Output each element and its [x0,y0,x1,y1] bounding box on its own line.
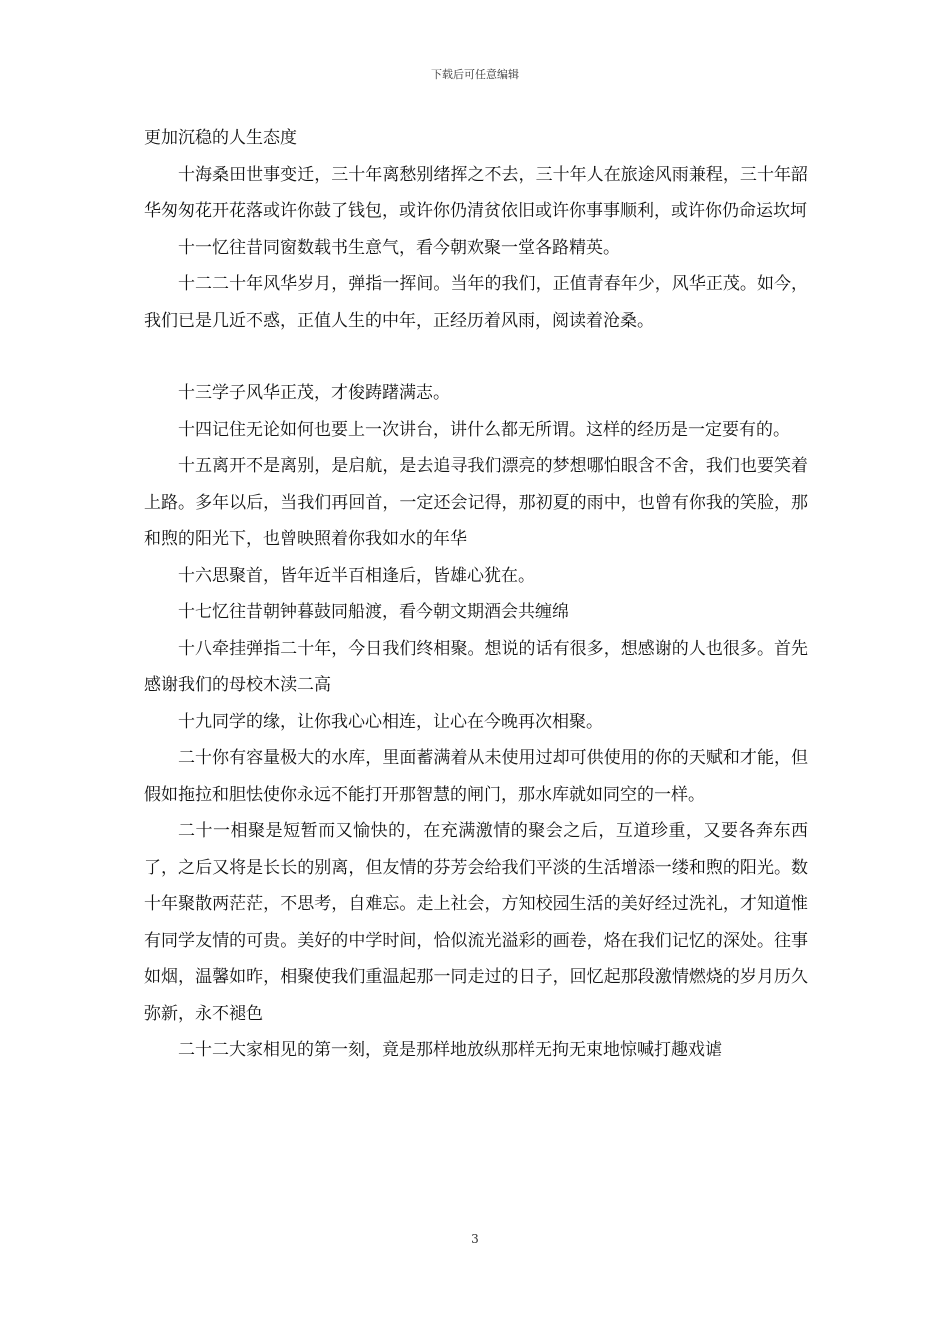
paragraph: 十二二十年风华岁月，弹指一挥间。当年的我们，正值青春年少，风华正茂。如今，我们已是几近不惑，正值人生的中年，正经历着风雨，阅读着沧桑。 [144,274,808,331]
paragraph: 十五离开不是离别，是启航，是去追寻我们漂亮的梦想哪怕眼含不舍，我们也要笑着上路。多年以后，当我们再回首，一定还会记得，那初夏的雨中，也曾有你我的笑脸，那和煦的阳光下，也曾映照着你我如水的年华 [144,456,808,549]
paragraph: 二十二大家相见的第一刻，竟是那样地放纵那样无拘无束地惊喊打趣戏谑 [178,1040,722,1060]
page-header: 下载后可任意编辑 [431,68,519,81]
paragraph: 十七忆往昔朝钟暮鼓同船渡，看今朝文期酒会共缠绵 [178,602,569,622]
paragraph: 十海桑田世事变迁，三十年离愁别绪挥之不去，三十年人在旅途风雨兼程，三十年韶华匆匆花开花落或许你鼓了钱包，或许你仍清贫依旧或许你事事顺利，或许你仍命运坎坷 [144,164,808,221]
page-number: 3 [471,1232,479,1246]
paragraph: 十八牵挂弹指二十年，今日我们终相聚。想说的话有很多，想感谢的人也很多。首先感谢我们的母校木渎二高 [144,638,808,695]
paragraph: 更加沉稳的人生态度 [144,128,297,148]
paragraph: 十三学子风华正茂，才俊踌躇满志。 [178,383,450,403]
paragraph: 十四记住无论如何也要上一次讲台，讲什么都无所谓。这样的经历是一定要有的。 [178,419,790,440]
paragraph: 十九同学的缘，让你我心心相连，让心在今晚再次相聚。 [178,711,603,732]
body-text [144,120,808,1069]
paragraph: 十六思聚首，皆年近半百相逢后，皆雄心犹在。 [178,565,535,586]
paragraph: 二十你有容量极大的水库，里面蓄满着从未使用过却可供使用的你的天赋和才能，但假如拖拉和胆怯使你永远不能打开那智慧的闸门，那水库就如同空的一样。 [144,748,808,805]
paragraph: 二十一相聚是短暂而又愉快的，在充满激情的聚会之后，互道珍重，又要各奔东西了，之后又将是长长的别离，但友情的芬芳会给我们平淡的生活增添一缕和煦的阳光。数十年聚散两茫茫，不思考，自难忘。走上社会，方知校园生活的美好经过洗礼，才知道惟有同学友情的可贵。美好的中学时间，恰似流光溢彩的画卷，烙在我们记忆的深处。往事如烟，温馨如昨，相聚使我们重温起那一同走过的日子，回忆起那段激情燃烧的岁月历久弥新，永不褪色 [144,821,808,1024]
paragraph: 十一忆往昔同窗数载书生意气，看今朝欢聚一堂各路精英。 [178,237,620,258]
